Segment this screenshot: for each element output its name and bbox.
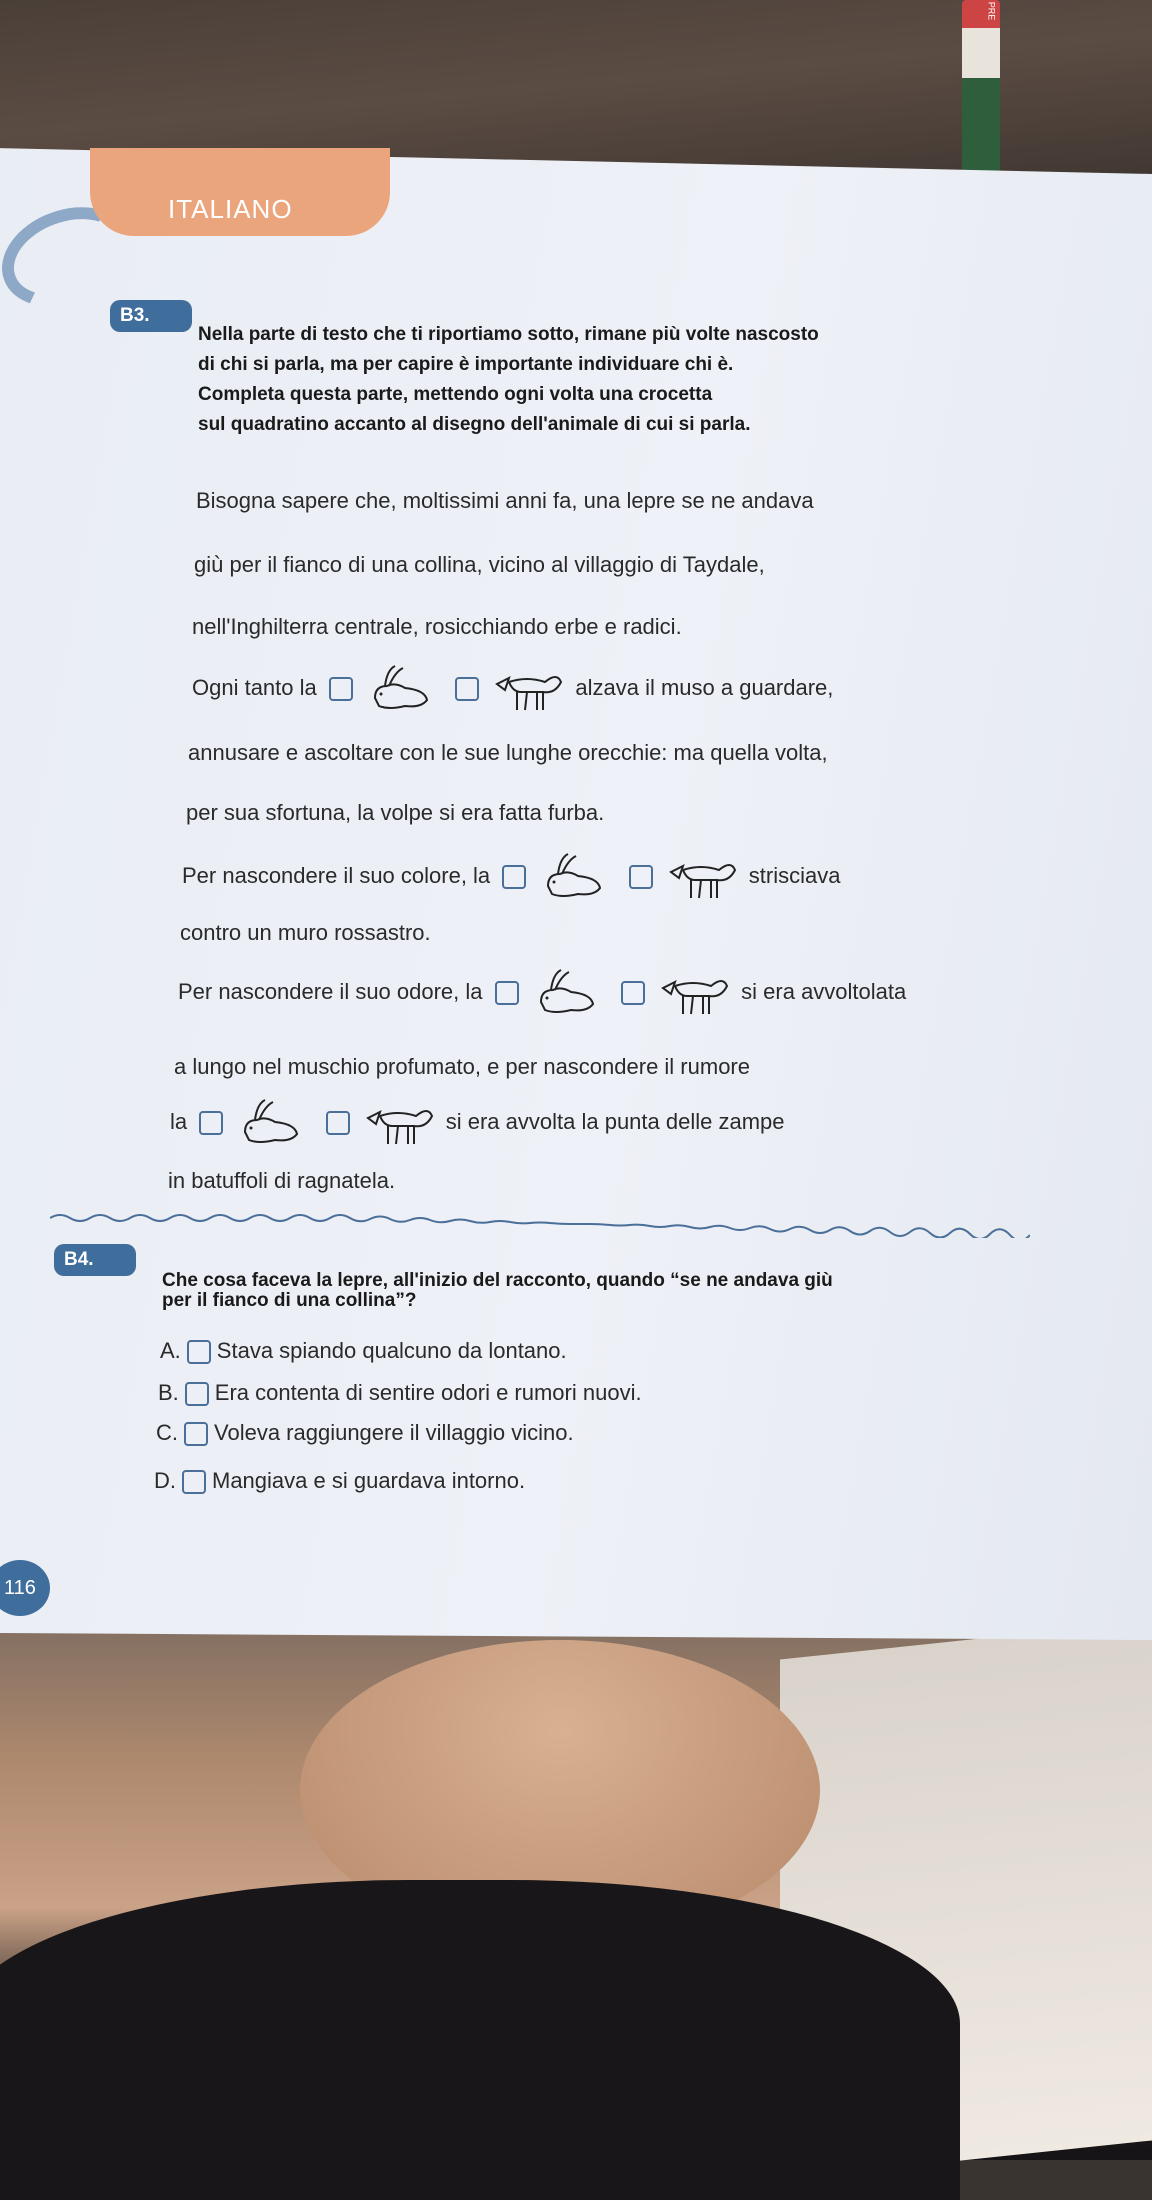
hare-icon bbox=[531, 968, 603, 1018]
option-c-letter: C. bbox=[156, 1420, 178, 1445]
section-divider bbox=[50, 1208, 1030, 1238]
page-number: 116 bbox=[0, 1560, 50, 1616]
option-c[interactable] bbox=[156, 1420, 574, 1446]
choice-line-3-before: Per nascondere il suo odore, la bbox=[178, 978, 483, 1004]
option-b-checkbox[interactable] bbox=[185, 1382, 209, 1406]
hare-checkbox-1[interactable] bbox=[329, 677, 353, 701]
choice-line-1-before: Ogni tanto la bbox=[192, 674, 317, 700]
option-b[interactable] bbox=[158, 1380, 642, 1406]
choice-line-3-after: si era avvoltolata bbox=[741, 978, 907, 1004]
fox-icon bbox=[362, 1098, 434, 1148]
fox-icon bbox=[657, 968, 729, 1018]
hare-icon bbox=[365, 664, 437, 714]
hare-checkbox-3[interactable] bbox=[495, 981, 519, 1005]
story-line-7: a lungo nel muschio profumato, e per nascondere il rumore bbox=[174, 1054, 750, 1079]
choice-line-2-before: Per nascondere il suo colore, la bbox=[182, 862, 491, 888]
option-a-checkbox[interactable] bbox=[187, 1340, 211, 1364]
option-a-letter: A. bbox=[160, 1338, 181, 1363]
choice-line-1-after: alzava il muso a guardare, bbox=[575, 674, 834, 700]
b3-instruction-line-3: Completa questa parte, mettendo ogni volta una crocetta bbox=[198, 384, 713, 405]
pen-label: PRE bbox=[986, 1, 997, 21]
question-badge-b4: B4. bbox=[54, 1244, 136, 1276]
hare-icon bbox=[235, 1098, 307, 1148]
b3-instruction-line-1: Nella parte di testo che ti riportiamo sotto, rimane più volte nascosto bbox=[198, 324, 819, 345]
choice-line-2 bbox=[182, 852, 840, 902]
fox-checkbox-3[interactable] bbox=[621, 981, 645, 1005]
choice-line-3 bbox=[178, 968, 906, 1018]
option-c-text: Voleva raggiungere il villaggio vicino. bbox=[214, 1420, 574, 1445]
b3-instruction-line-2: di chi si parla, ma per capire è importante individuare chi è. bbox=[198, 354, 734, 375]
option-d-text: Mangiava e si guardava intorno. bbox=[212, 1468, 526, 1493]
hare-checkbox-4[interactable] bbox=[199, 1111, 223, 1135]
story-line-8: in batuffoli di ragnatela. bbox=[168, 1168, 396, 1193]
choice-line-4 bbox=[170, 1098, 785, 1148]
fox-icon bbox=[665, 852, 737, 902]
option-b-text: Era contenta di sentire odori e rumori nuovi. bbox=[214, 1380, 642, 1405]
story-line-3: nell'Inghilterra centrale, rosicchiando erbe e radici. bbox=[192, 614, 682, 639]
hare-icon bbox=[538, 852, 610, 902]
option-c-checkbox[interactable] bbox=[184, 1422, 208, 1446]
b4-question-line-1: Che cosa faceva la lepre, all'inizio del racconto, quando “se ne andava giù bbox=[162, 1270, 833, 1291]
fox-checkbox-1[interactable] bbox=[455, 677, 479, 701]
choice-line-4-after: si era avvolta la punta delle zampe bbox=[445, 1108, 785, 1134]
fox-icon bbox=[491, 664, 563, 714]
b3-instruction-line-4: sul quadratino accanto al disegno dell'animale di cui si parla. bbox=[198, 414, 751, 435]
fox-checkbox-4[interactable] bbox=[326, 1111, 350, 1135]
b4-question-line-2: per il fianco di una collina”? bbox=[162, 1290, 417, 1311]
option-a[interactable] bbox=[160, 1338, 567, 1364]
option-d-letter: D. bbox=[154, 1468, 176, 1493]
choice-line-4-before: la bbox=[170, 1108, 188, 1134]
shorts bbox=[0, 1880, 960, 2200]
question-badge-b3: B3. bbox=[110, 300, 192, 332]
pen bbox=[962, 0, 1000, 180]
subject-title: ITALIANO bbox=[168, 194, 293, 224]
fox-checkbox-2[interactable] bbox=[629, 865, 653, 889]
story-line-4: annusare e ascoltare con le sue lunghe orecchie: ma quella volta, bbox=[188, 740, 828, 765]
story-line-5: per sua sfortuna, la volpe si era fatta furba. bbox=[186, 800, 605, 825]
option-d-checkbox[interactable] bbox=[182, 1470, 206, 1494]
option-d[interactable] bbox=[154, 1468, 525, 1494]
story-line-1: Bisogna sapere che, moltissimi anni fa, una lepre se ne andava bbox=[196, 488, 814, 513]
option-a-text: Stava spiando qualcuno da lontano. bbox=[216, 1338, 567, 1363]
story-line-6: contro un muro rossastro. bbox=[180, 920, 431, 945]
option-b-letter: B. bbox=[158, 1380, 179, 1405]
story-line-2: giù per il fianco di una collina, vicino al villaggio di Taydale, bbox=[194, 552, 765, 577]
choice-line-2-after: strisciava bbox=[748, 862, 841, 888]
hare-checkbox-2[interactable] bbox=[502, 865, 526, 889]
choice-line-1 bbox=[192, 664, 833, 714]
